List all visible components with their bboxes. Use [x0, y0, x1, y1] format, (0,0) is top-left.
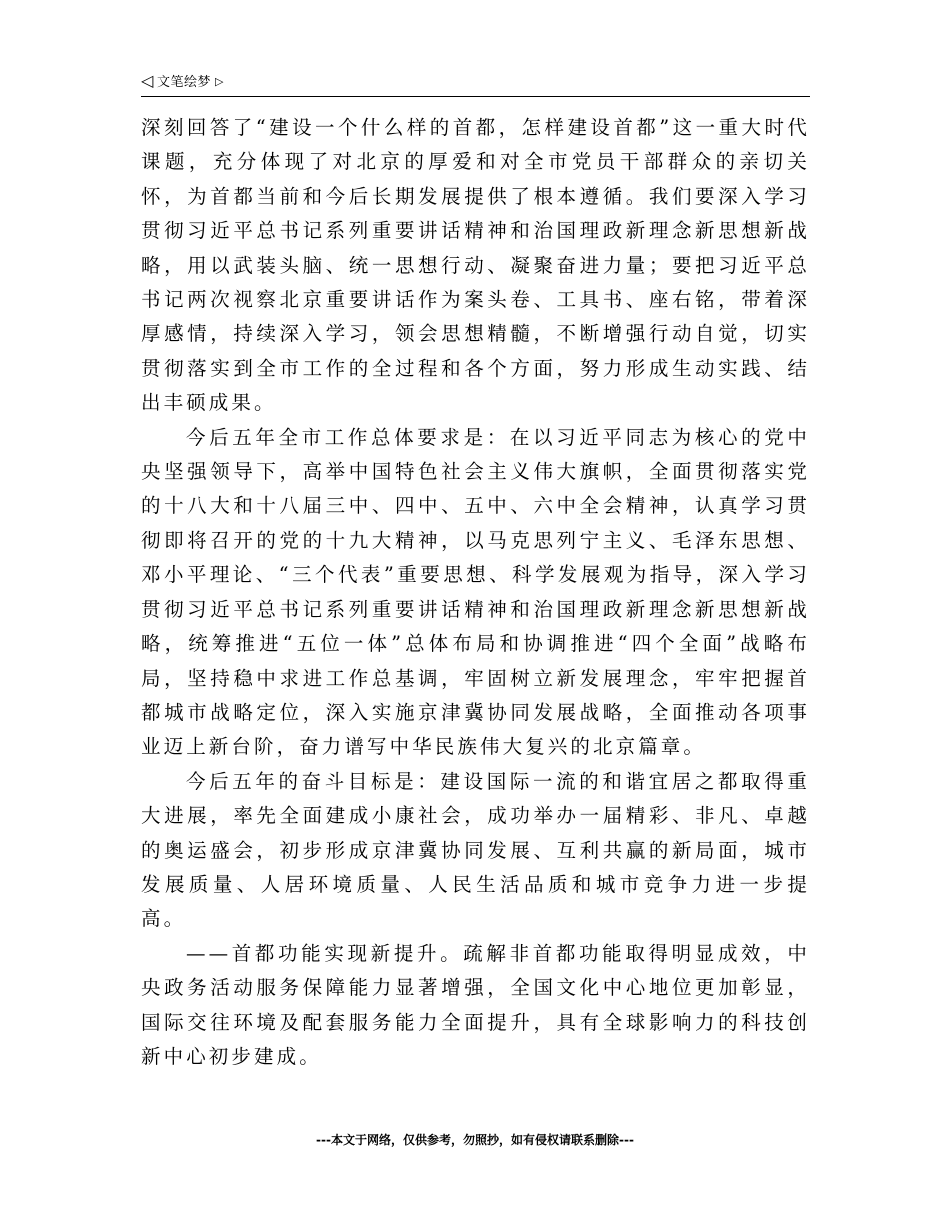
page-header: [141, 71, 810, 97]
paragraph-capital-functions: ——首都功能实现新提升。疏解非首都功能取得明显成效，中央政务活动服务保障能力显著增强，全国文化中心地位更加彰显，国际交往环境及配套服务能力全面提升，具有全球影响力的科技创新中心初步建成。: [141, 941, 810, 1068]
paragraph-overall-requirements: 今后五年全市工作总体要求是：在以习近平同志为核心的党中央坚强领导下，高举中国特色社会主义伟大旗帜，全面贯彻落实党的十八大和十八届三中、四中、五中、六中全会精神，认真学习贯彻即将召开的党的十九大精神，以马克思列宁主义、毛泽东思想、邓小平理论、“三个代表”重要思想、科学发展观为指导，深入学习贯彻习近平总书记系列重要讲话精神和治国理政新理念新思想新战略，统筹推进“五位一体”总体布局和协调推进“四个全面”战略布局，坚持稳中求进工作总基调，牢固树立新发展理念，牢牢把握首都城市战略定位，深入实施京津冀协同发展战略，全面推动各项事业迈上新台阶，奋力谱写中华民族伟大复兴的北京篇章。: [141, 425, 810, 759]
right-triangle-icon: ▷: [215, 75, 224, 88]
header-title: 文笔绘梦: [157, 75, 212, 90]
paragraph-continuation: 深刻回答了“建设一个什么样的首都，怎样建设首都”这一重大时代课题，充分体现了对北京的厚爱和对全市党员干部群众的亲切关怀，为首都当前和今后长期发展提供了根本遵循。我们要深入学习贯彻习近平总书记系列重要讲话精神和治国理政新理念新思想新战略，用以武装头脑、统一思想行动、凝聚奋进力量；要把习近平总书记两次视察北京重要讲话作为案头卷、工具书、座右铭，带着深厚感情，持续深入学习，领会思想精髓，不断增强行动自觉，切实贯彻落实到全市工作的全过程和各个方面，努力形成生动实践、结出丰硕成果。: [141, 116, 810, 415]
paragraph-goals: 今后五年的奋斗目标是：建设国际一流的和谐宜居之都取得重大进展，率先全面建成小康社会，成功举办一届精彩、非凡、卓越的奥运盛会，初步形成京津冀协同发展、互利共赢的新局面，城市发展质量、人居环境质量、人民生活品质和城市竞争力进一步提高。: [141, 769, 810, 931]
page-footer-disclaimer: ---本文于网络，仅供参考，勿照抄，如有侵权请联系删除---: [316, 1133, 634, 1147]
document-body: [141, 111, 810, 1074]
left-triangle-icon: ◁: [141, 71, 154, 90]
